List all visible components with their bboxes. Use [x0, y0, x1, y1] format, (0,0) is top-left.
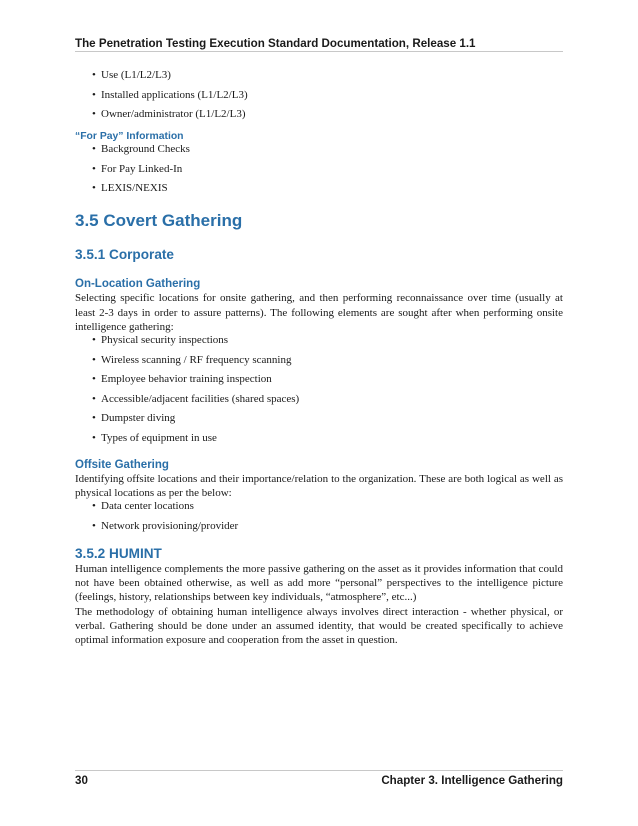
header-divider — [75, 51, 563, 52]
offsite-heading: Offsite Gathering — [75, 458, 169, 471]
list-item: • Background Checks — [92, 143, 563, 156]
humint-paragraph-2: The methodology of obtaining human intelligence always involves direct interaction - whether physical, or verbal. Gathering should be done under an assumed identity, that would be created specifically to achieve optimal information exposure and cooperation from the asset in question. — [75, 605, 563, 646]
list-item: • Installed applications (L1/L2/L3) — [92, 89, 563, 102]
list-item: • Employee behavior training inspection — [92, 373, 563, 386]
page-number: 30 — [75, 774, 88, 787]
running-footer — [75, 774, 563, 787]
list-item: • Network provisioning/provider — [92, 520, 563, 533]
running-header: The Penetration Testing Execution Standard Documentation, Release 1.1 — [75, 37, 476, 50]
for-pay-list — [75, 143, 563, 195]
list-item: • Owner/administrator (L1/L2/L3) — [92, 108, 563, 121]
offsite-list — [75, 500, 563, 533]
footer-divider — [75, 770, 563, 771]
on-location-list — [75, 334, 563, 445]
offsite-paragraph: Identifying offsite locations and their importance/relation to the organization. These are both logical as well as physical locations as per the below: — [75, 472, 563, 500]
list-item: • Accessible/adjacent facilities (shared spaces) — [92, 393, 563, 406]
subsection-heading-humint: 3.5.2 HUMINT — [75, 545, 162, 561]
subsection-heading-corporate: 3.5.1 Corporate — [75, 247, 174, 263]
list-item: • Physical security inspections — [92, 334, 563, 347]
on-location-paragraph: Selecting specific locations for onsite gathering, and then performing reconnaissance over time (usually at least 2-3 days in order to assure patterns). The following elements are sought after when performing onsite intelligence gathering: — [75, 292, 563, 333]
list-item: • LEXIS/NEXIS — [92, 182, 563, 195]
list-item: • Dumpster diving — [92, 412, 563, 425]
chapter-title: Chapter 3. Intelligence Gathering — [381, 774, 563, 787]
list-item: • Types of equipment in use — [92, 432, 563, 445]
usage-list — [75, 69, 563, 121]
for-pay-heading: “For Pay” Information — [75, 131, 184, 143]
list-item: • For Pay Linked-In — [92, 163, 563, 176]
list-item: • Data center locations — [92, 500, 563, 513]
section-heading-covert-gathering: 3.5 Covert Gathering — [75, 211, 243, 231]
page-content — [75, 69, 563, 647]
on-location-heading: On-Location Gathering — [75, 278, 201, 291]
list-item: • Wireless scanning / RF frequency scanning — [92, 354, 563, 367]
humint-paragraph-1: Human intelligence complements the more passive gathering on the asset as it provides information that could not have been obtained otherwise, as well as add more “personal” perspectives to the intelligence picture (feelings, history, relationships between key individuals, “atmosphere”, etc...) — [75, 562, 563, 604]
list-item: • Use (L1/L2/L3) — [92, 69, 563, 82]
